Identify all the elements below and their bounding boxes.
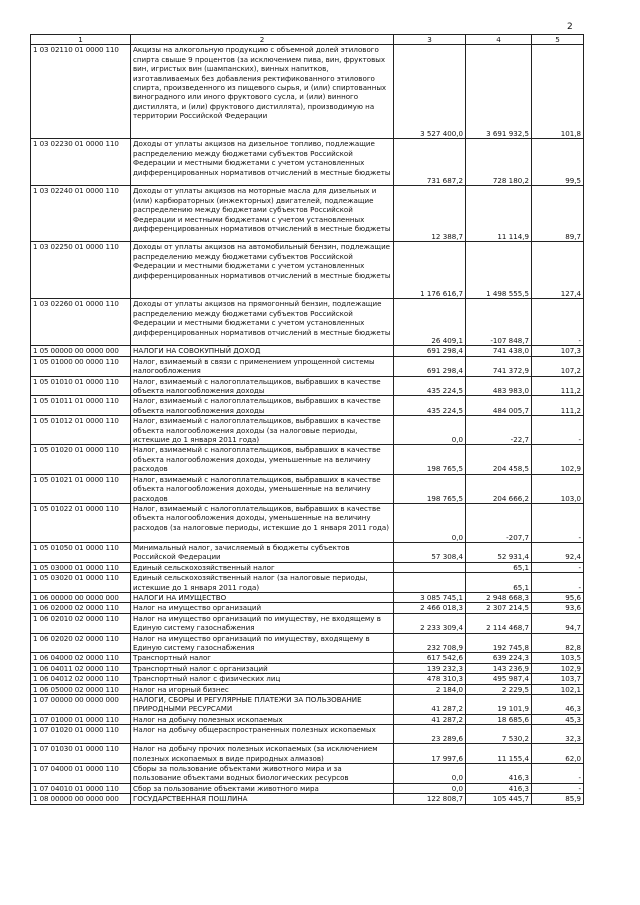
actual-value-cell: -107 848,7: [466, 299, 532, 346]
percent-cell: 82,8: [532, 633, 584, 653]
name-cell: Доходы от уплаты акцизов на дизельное топливо, подлежащие распределению между бюджетами субъектов Российской Федерации и местными бюджетами с учетом установленных дифференцированных нормативов отчислений в местные бюджеты: [131, 139, 394, 186]
code-cell: 1 03 02260 01 0000 110: [31, 299, 131, 346]
header-col-1: 1: [31, 35, 131, 45]
plan-value-cell: 2 466 018,3: [394, 603, 466, 613]
plan-value-cell: 617 542,6: [394, 653, 466, 663]
table-row: [31, 562, 584, 572]
plan-value-cell: 139 232,3: [394, 663, 466, 673]
plan-value-cell: 198 765,5: [394, 445, 466, 474]
name-cell: Налог на добычу прочих полезных ископаемых (за исключением полезных ископаемых в виде природных алмазов): [131, 744, 394, 764]
code-cell: 1 05 01012 01 0000 110: [31, 416, 131, 445]
code-cell: 1 07 01000 01 0000 110: [31, 714, 131, 724]
name-cell: Акцизы на алкогольную продукцию с объемной долей этилового спирта свыше 9 процентов (за исключением пива, вин, фруктовых вин, игристых вин (шампанских), винных напитков, изготавливаемых без добавления ректификованного этилового спирта, произведенного из пищевого сырья, и (или) спиртованных виноградного или иного фруктового сусла, и (или) винного дистиллята, и (или) фруктового дистиллята), производимую на территории Российской Федерации: [131, 45, 394, 139]
table-row: [31, 396, 584, 416]
actual-value-cell: 741 372,9: [466, 356, 532, 376]
name-cell: Налог, взимаемый с налогоплательщиков, выбравших в качестве объекта налогообложения доходы, уменьшенные на величину расходов: [131, 445, 394, 474]
code-cell: 1 07 01020 01 0000 110: [31, 725, 131, 744]
table-row: [31, 714, 584, 724]
actual-value-cell: 483 983,0: [466, 376, 532, 396]
table-row: [31, 725, 584, 744]
table-row: [31, 242, 584, 299]
name-cell: Налог, взимаемый с налогоплательщиков, выбравших в качестве объекта налогообложения доходы, уменьшенные на величину расходов (за налоговые периоды, истекшие до 1 января 2011 года): [131, 503, 394, 542]
table-row: [31, 542, 584, 562]
table-row: [31, 503, 584, 542]
table-row: [31, 299, 584, 346]
plan-value-cell: 3 527 400,0: [394, 45, 466, 139]
code-cell: 1 06 04000 02 0000 110: [31, 653, 131, 663]
percent-cell: 111,2: [532, 376, 584, 396]
code-cell: 1 05 03020 01 0000 110: [31, 573, 131, 593]
table-row: [31, 445, 584, 474]
code-cell: 1 03 02250 01 0000 110: [31, 242, 131, 299]
plan-value-cell: 41 287,2: [394, 695, 466, 715]
plan-value-cell: 478 310,3: [394, 674, 466, 684]
table-row: [31, 695, 584, 715]
table-row: [31, 186, 584, 242]
table-row: [31, 764, 584, 784]
percent-cell: 85,9: [532, 794, 584, 804]
name-cell: Налог на игорный бизнес: [131, 684, 394, 694]
code-cell: 1 03 02230 01 0000 110: [31, 139, 131, 186]
name-cell: Единый сельскохозяйственный налог (за налоговые периоды, истекшие до 1 января 2011 года): [131, 573, 394, 593]
actual-value-cell: 11 114,9: [466, 186, 532, 242]
name-cell: ГОСУДАРСТВЕННАЯ ПОШЛИНА: [131, 794, 394, 804]
plan-value-cell: 26 409,1: [394, 299, 466, 346]
table-row: [31, 592, 584, 602]
actual-value-cell: 741 438,0: [466, 346, 532, 356]
code-cell: 1 05 01000 00 0000 110: [31, 356, 131, 376]
actual-value-cell: 416,3: [466, 783, 532, 793]
code-cell: 1 06 02020 02 0000 110: [31, 633, 131, 653]
table-row: [31, 603, 584, 613]
plan-value-cell: 23 289,6: [394, 725, 466, 744]
percent-cell: 102,9: [532, 663, 584, 673]
plan-value-cell: [394, 562, 466, 572]
code-cell: 1 05 01021 01 0000 110: [31, 474, 131, 503]
actual-value-cell: 2 948 668,3: [466, 592, 532, 602]
plan-value-cell: 198 765,5: [394, 474, 466, 503]
name-cell: Сборы за пользование объектами животного мира и за пользование объектами водных биологических ресурсов: [131, 764, 394, 784]
header-col-2: 2: [131, 35, 394, 45]
table-row: [31, 356, 584, 376]
actual-value-cell: 416,3: [466, 764, 532, 784]
actual-value-cell: -22,7: [466, 416, 532, 445]
name-cell: Доходы от уплаты акцизов на прямогонный бензин, подлежащие распределению между бюджетами субъектов Российской Федерации и местными бюджетами с учетом установленных дифференцированных нормативов отчислений в местные бюджеты: [131, 299, 394, 346]
table-row: [31, 573, 584, 593]
percent-cell: -: [532, 783, 584, 793]
plan-value-cell: 731 687,2: [394, 139, 466, 186]
name-cell: НАЛОГИ НА СОВОКУПНЫЙ ДОХОД: [131, 346, 394, 356]
name-cell: Сбор за пользование объектами животного мира: [131, 783, 394, 793]
plan-value-cell: 57 308,4: [394, 542, 466, 562]
code-cell: 1 05 01050 01 0000 110: [31, 542, 131, 562]
actual-value-cell: 639 224,3: [466, 653, 532, 663]
table-row: [31, 474, 584, 503]
name-cell: Транспортный налог: [131, 653, 394, 663]
percent-cell: 94,7: [532, 613, 584, 633]
actual-value-cell: 2 229,5: [466, 684, 532, 694]
table-row: [31, 45, 584, 139]
actual-value-cell: 65,1: [466, 573, 532, 593]
plan-value-cell: 0,0: [394, 764, 466, 784]
name-cell: Налог, взимаемый с налогоплательщиков, выбравших в качестве объекта налогообложения доходы: [131, 376, 394, 396]
code-cell: 1 07 00000 00 0000 000: [31, 695, 131, 715]
name-cell: Налог на добычу общераспространенных полезных ископаемых: [131, 725, 394, 744]
plan-value-cell: 435 224,5: [394, 396, 466, 416]
code-cell: 1 07 01030 01 0000 110: [31, 744, 131, 764]
percent-cell: 93,6: [532, 603, 584, 613]
code-cell: 1 03 02240 01 0000 110: [31, 186, 131, 242]
table-row: [31, 633, 584, 653]
actual-value-cell: 143 236,9: [466, 663, 532, 673]
header-col-3: 3: [394, 35, 466, 45]
table-row: [31, 744, 584, 764]
percent-cell: 62,0: [532, 744, 584, 764]
name-cell: Налог на имущество организаций: [131, 603, 394, 613]
code-cell: 1 05 01022 01 0000 110: [31, 503, 131, 542]
code-cell: 1 05 01010 01 0000 110: [31, 376, 131, 396]
percent-cell: 111,2: [532, 396, 584, 416]
header-col-5: 5: [532, 35, 584, 45]
name-cell: НАЛОГИ, СБОРЫ И РЕГУЛЯРНЫЕ ПЛАТЕЖИ ЗА ПОЛЬЗОВАНИЕ ПРИРОДНЫМИ РЕСУРСАМИ: [131, 695, 394, 715]
name-cell: Доходы от уплаты акцизов на автомобильный бензин, подлежащие распределению между бюджетами субъектов Российской Федерации и местными бюджетами с учетом установленных дифференцированных нормативов отчислений в местные бюджеты: [131, 242, 394, 299]
name-cell: Налог, взимаемый с налогоплательщиков, выбравших в качестве объекта налогообложения доходы (за налоговые периоды, истекшие до 1 января 2011 года): [131, 416, 394, 445]
percent-cell: -: [532, 503, 584, 542]
percent-cell: -: [532, 416, 584, 445]
code-cell: 1 05 00000 00 0000 000: [31, 346, 131, 356]
table-row: [31, 346, 584, 356]
name-cell: Налог, взимаемый в связи с применением упрощенной системы налогообложения: [131, 356, 394, 376]
table-row: [31, 663, 584, 673]
code-cell: 1 06 00000 00 0000 000: [31, 592, 131, 602]
code-cell: 1 07 04000 01 0000 110: [31, 764, 131, 784]
actual-value-cell: 11 155,4: [466, 744, 532, 764]
actual-value-cell: 204 666,2: [466, 474, 532, 503]
name-cell: Единый сельскохозяйственный налог: [131, 562, 394, 572]
percent-cell: -: [532, 573, 584, 593]
actual-value-cell: 204 458,5: [466, 445, 532, 474]
code-cell: 1 05 03000 01 0000 110: [31, 562, 131, 572]
table-row: [31, 613, 584, 633]
percent-cell: -: [532, 299, 584, 346]
code-cell: 1 06 02010 02 0000 110: [31, 613, 131, 633]
percent-cell: 103,5: [532, 653, 584, 663]
actual-value-cell: 484 005,7: [466, 396, 532, 416]
table-row: [31, 674, 584, 684]
table-row: [31, 684, 584, 694]
name-cell: Налог, взимаемый с налогоплательщиков, выбравших в качестве объекта налогообложения доходы: [131, 396, 394, 416]
code-cell: 1 06 02000 02 0000 110: [31, 603, 131, 613]
code-cell: 1 05 01020 01 0000 110: [31, 445, 131, 474]
actual-value-cell: 192 745,8: [466, 633, 532, 653]
plan-value-cell: 1 176 616,7: [394, 242, 466, 299]
plan-value-cell: 691 298,4: [394, 356, 466, 376]
plan-value-cell: 3 085 745,1: [394, 592, 466, 602]
actual-value-cell: 18 685,6: [466, 714, 532, 724]
percent-cell: 92,4: [532, 542, 584, 562]
actual-value-cell: 2 114 468,7: [466, 613, 532, 633]
name-cell: Минимальный налог, зачисляемый в бюджеты субъектов Российской Федерации: [131, 542, 394, 562]
percent-cell: 107,3: [532, 346, 584, 356]
actual-value-cell: 495 987,4: [466, 674, 532, 684]
percent-cell: 103,7: [532, 674, 584, 684]
actual-value-cell: 52 931,4: [466, 542, 532, 562]
actual-value-cell: 19 101,9: [466, 695, 532, 715]
percent-cell: 102,1: [532, 684, 584, 694]
plan-value-cell: 0,0: [394, 416, 466, 445]
plan-value-cell: 0,0: [394, 783, 466, 793]
name-cell: Доходы от уплаты акцизов на моторные масла для дизельных и (или) карбюраторных (инжекторных) двигателей, подлежащие распределению между бюджетами субъектов Российской Федерации и местными бюджетами с учетом установленных дифференцированных нормативов отчислений в местные бюджеты: [131, 186, 394, 242]
actual-value-cell: 105 445,7: [466, 794, 532, 804]
name-cell: Налог, взимаемый с налогоплательщиков, выбравших в качестве объекта налогообложения доходы, уменьшенные на величину расходов: [131, 474, 394, 503]
code-cell: 1 07 04010 01 0000 110: [31, 783, 131, 793]
budget-table: [30, 34, 584, 805]
percent-cell: -: [532, 562, 584, 572]
plan-value-cell: 17 997,6: [394, 744, 466, 764]
code-cell: 1 03 02110 01 0000 110: [31, 45, 131, 139]
plan-value-cell: [394, 573, 466, 593]
percent-cell: 89,7: [532, 186, 584, 242]
code-cell: 1 06 05000 02 0000 110: [31, 684, 131, 694]
actual-value-cell: 2 307 214,5: [466, 603, 532, 613]
code-cell: 1 06 04012 02 0000 110: [31, 674, 131, 684]
percent-cell: 101,8: [532, 45, 584, 139]
plan-value-cell: 232 708,9: [394, 633, 466, 653]
percent-cell: -: [532, 764, 584, 784]
code-cell: 1 06 04011 02 0000 110: [31, 663, 131, 673]
page-number: 2: [567, 22, 573, 32]
plan-value-cell: 2 233 309,4: [394, 613, 466, 633]
percent-cell: 102,9: [532, 445, 584, 474]
actual-value-cell: -207,7: [466, 503, 532, 542]
name-cell: Налог на имущество организаций по имуществу, входящему в Единую систему газоснабжения: [131, 633, 394, 653]
actual-value-cell: 7 530,2: [466, 725, 532, 744]
actual-value-cell: 728 180,2: [466, 139, 532, 186]
plan-value-cell: 41 287,2: [394, 714, 466, 724]
table-row: [31, 794, 584, 804]
name-cell: Налог на добычу полезных ископаемых: [131, 714, 394, 724]
code-cell: 1 05 01011 01 0000 110: [31, 396, 131, 416]
percent-cell: 127,4: [532, 242, 584, 299]
table-row: [31, 416, 584, 445]
percent-cell: 95,6: [532, 592, 584, 602]
plan-value-cell: 2 184,0: [394, 684, 466, 694]
name-cell: Транспортный налог с организаций: [131, 663, 394, 673]
plan-value-cell: 12 388,7: [394, 186, 466, 242]
name-cell: Налог на имущество организаций по имуществу, не входящему в Единую систему газоснабжения: [131, 613, 394, 633]
table-header-row: [31, 35, 584, 45]
actual-value-cell: 3 691 932,5: [466, 45, 532, 139]
percent-cell: 46,3: [532, 695, 584, 715]
percent-cell: 103,0: [532, 474, 584, 503]
table-row: [31, 653, 584, 663]
plan-value-cell: 122 808,7: [394, 794, 466, 804]
table-row: [31, 376, 584, 396]
name-cell: Транспортный налог с физических лиц: [131, 674, 394, 684]
percent-cell: 45,3: [532, 714, 584, 724]
code-cell: 1 08 00000 00 0000 000: [31, 794, 131, 804]
plan-value-cell: 435 224,5: [394, 376, 466, 396]
actual-value-cell: 65,1: [466, 562, 532, 572]
name-cell: НАЛОГИ НА ИМУЩЕСТВО: [131, 592, 394, 602]
plan-value-cell: 0,0: [394, 503, 466, 542]
table-row: [31, 139, 584, 186]
percent-cell: 32,3: [532, 725, 584, 744]
table-row: [31, 783, 584, 793]
actual-value-cell: 1 498 555,5: [466, 242, 532, 299]
percent-cell: 107,2: [532, 356, 584, 376]
header-col-4: 4: [466, 35, 532, 45]
percent-cell: 99,5: [532, 139, 584, 186]
plan-value-cell: 691 298,4: [394, 346, 466, 356]
